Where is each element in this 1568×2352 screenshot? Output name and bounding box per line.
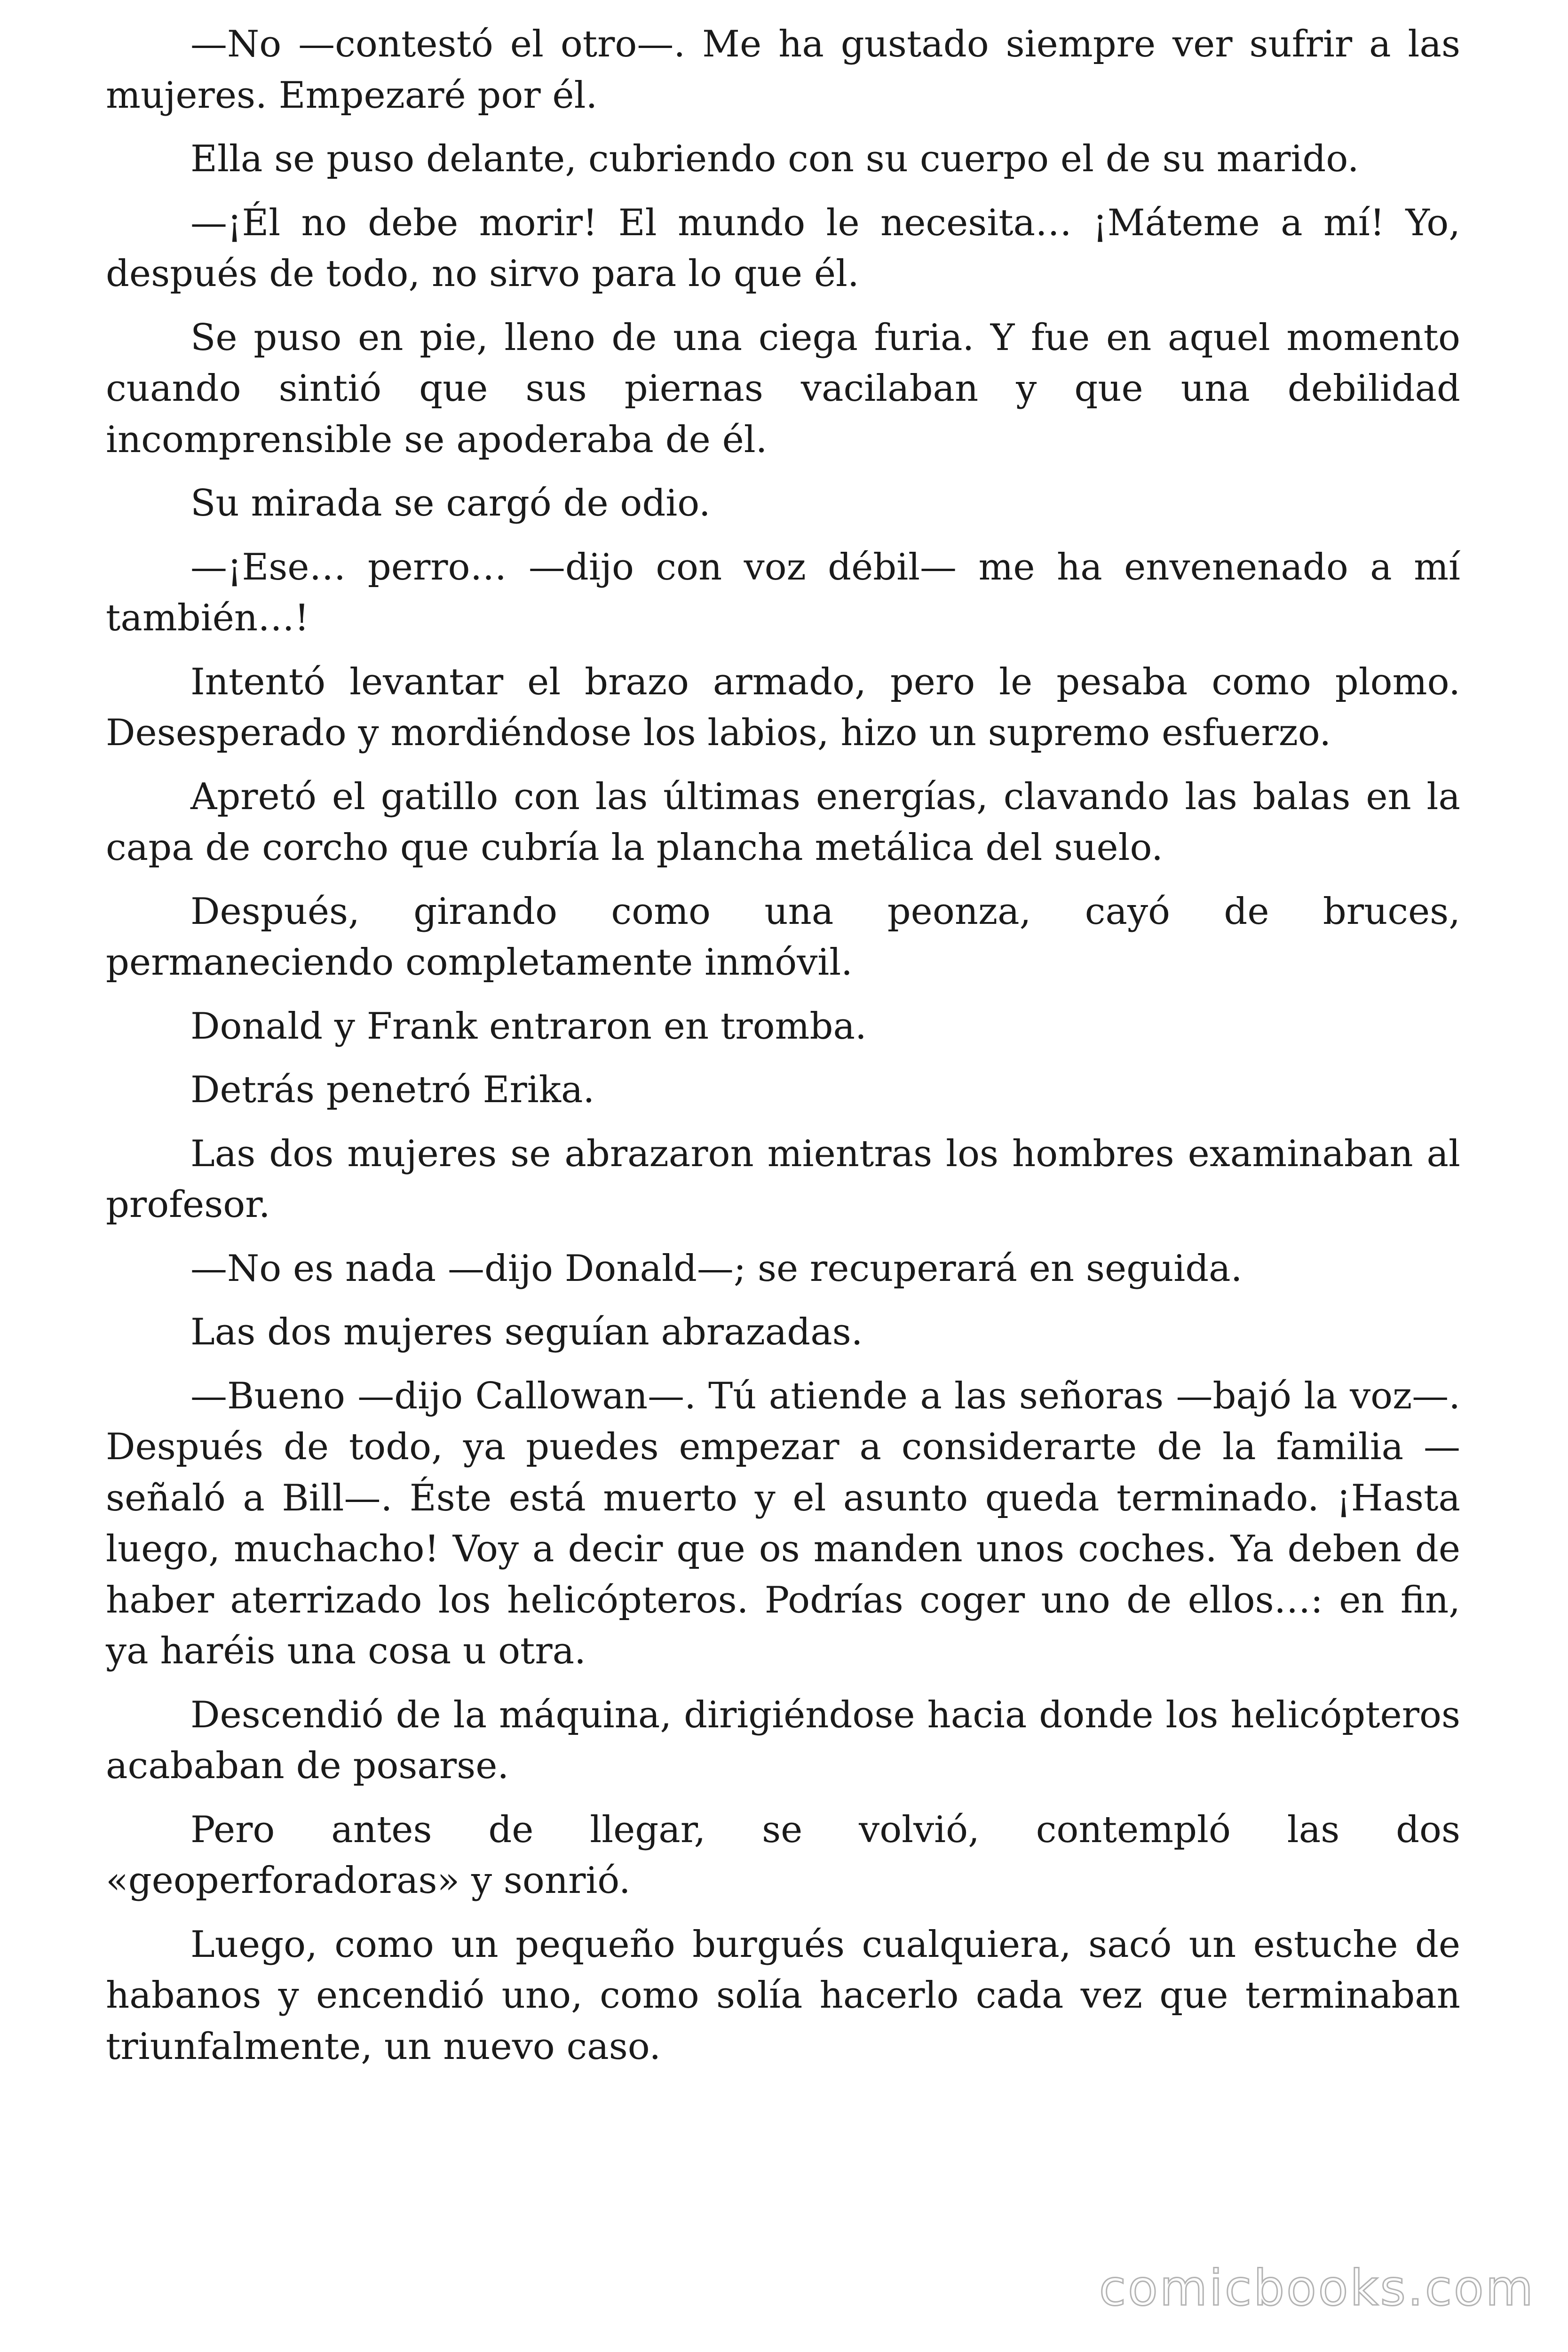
paragraph: Las dos mujeres se abrazaron mientras los hombres examinaban al profesor. [106,1132,1460,1226]
paragraph: —No —contestó el otro—. Me ha gustado siempre ver sufrir a las mujeres. Empezaré por él. [106,23,1460,117]
paragraph: Después, girando como una peonza, cayó de bruces, permaneciendo completamente inmóvil. [106,890,1460,984]
paragraph: Ella se puso delante, cubriendo con su cuerpo el de su marido. [190,138,1359,180]
paragraph: Pero antes de llegar, se volvió, contempló las dos «geoperforadoras» y sonrió. [106,1808,1460,1902]
document-body [106,19,1460,2085]
paragraph: Luego, como un pequeño burgués cualquiera, sacó un estuche de habanos y encendió uno, como solía hacerlo cada vez que terminaban triunfalmente, un nuevo caso. [106,1923,1460,2068]
paragraph: Intentó levantar el brazo armado, pero le pesaba como plomo. Desesperado y mordiéndose los labios, hizo un supremo esfuerzo. [106,660,1460,754]
paragraph: Las dos mujeres seguían abrazadas. [190,1311,863,1353]
paragraph: —¡Él no debe morir! El mundo le necesita… ¡Máteme a mí! Yo, después de todo, no sirvo para lo que él. [106,201,1460,295]
paragraph: Detrás penetró Erika. [190,1069,595,1111]
paragraph: Descendió de la máquina, dirigiéndose hacia donde los helicópteros acababan de posarse. [106,1693,1460,1787]
watermark: comicbooks.com [1099,2259,1535,2317]
paragraph: Se puso en pie, lleno de una ciega furia. Y fue en aquel momento cuando sintió que sus piernas vacilaban y que una debilidad incomprensible se apoderaba de él. [106,316,1460,461]
paragraph: —No es nada —dijo Donald—; se recuperará en seguida. [190,1247,1243,1290]
paragraph: Donald y Frank entraron en tromba. [190,1005,867,1048]
paragraph: Apretó el gatillo con las últimas energías, clavando las balas en la capa de corcho que cubría la plancha metálica del suelo. [106,775,1460,869]
paragraph: Su mirada se cargó de odio. [190,482,711,524]
paragraph: —¡Ese… perro… —dijo con voz débil— me ha envenenado a mí también…! [106,546,1460,639]
paragraph: —Bueno —dijo Callowan—. Tú atiende a las señoras —bajó la voz—. Después de todo, ya puedes empezar a considerarte de la familia —señaló a Bill—. Éste está muerto y el asunto queda terminado. ¡Hasta luego, muchacho! Voy a decir que os manden unos coches. Ya deben de haber aterrizado los helicópteros. Podrías coger uno de ellos…: en fin, ya haréis una cosa u otra. [106,1375,1460,1672]
